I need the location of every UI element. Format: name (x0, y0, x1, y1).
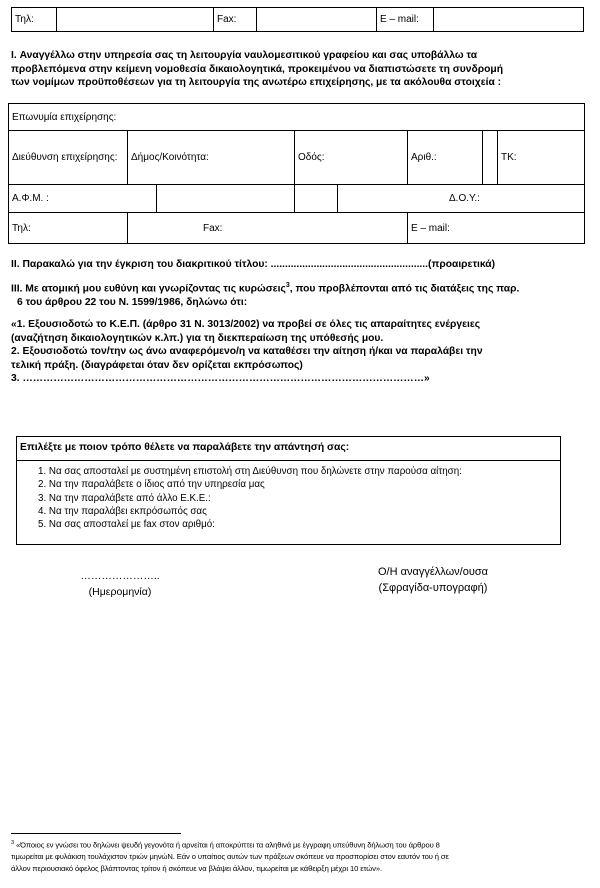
afm-label: Α.Φ.Μ. : (12, 193, 49, 204)
tel-cell[interactable] (9, 213, 128, 244)
declarations (11, 318, 584, 386)
footnote-line: άλλον περιουσιακό όφελος βλάπτοντας τρίτον ή σκόπευε να βλάψει άλλον, τιμωρείται με κάθειρξη μέχρι 10 ετών». (11, 863, 382, 873)
top-contact-table (11, 7, 584, 32)
footnote-ref: 3 (285, 282, 290, 289)
top-tel-label: Τηλ: (12, 8, 57, 32)
delivery-options (17, 461, 560, 531)
section-3-line-rest: , που προβλέπονται από τις διατάξεις της παρ. (289, 283, 520, 295)
declarant-label: Ο/Η αναγγέλλων/ουσα (378, 566, 488, 578)
number-spacer (483, 131, 498, 185)
email-cell[interactable] (408, 213, 585, 244)
afm-divider (156, 184, 157, 212)
section-3-line: 6 του άρθρου 22 του Ν. 1599/1986, δηλώνω ότι: (17, 297, 248, 309)
email-label: E – mail: (411, 222, 450, 234)
afm-cell[interactable] (9, 185, 295, 213)
sign-label: (Σφραγίδα-υπογραφή) (378, 582, 488, 594)
postcode-label[interactable]: ΤΚ: (498, 131, 585, 185)
doy-divider (337, 184, 338, 212)
footnote-separator (11, 833, 181, 834)
top-email-field[interactable] (434, 8, 584, 32)
date-label: (Ημερομηνία) (88, 586, 152, 598)
date-dots[interactable]: ………………….. (80, 570, 160, 582)
delivery-option[interactable]: 5. Να σας αποσταλεί με fax στον αριθμό: (38, 519, 215, 531)
declaration-line: (αναζήτηση δικαιολογητικών κ.λπ.) για τη διεκπεραίωση της υπόθεσής μου. (11, 332, 384, 344)
section-2-text: II. Παρακαλώ για την έγκριση του διακριτικού τίτλου: .......................................................(προαιρετικά) (11, 259, 496, 270)
declaration-line: «1. Εξουσιοδοτώ το Κ.Ε.Π. (άρθρο 31 Ν. 3013/2002) να προβεί σε όλες τις απαραίτητες ενέργειες (11, 319, 481, 330)
top-fax-field[interactable] (257, 8, 377, 32)
delivery-option[interactable]: 3. Να την παραλάβετε από άλλο Ε.Κ.Ε.: (38, 492, 211, 504)
top-email-label: E – mail: (377, 8, 434, 32)
business-name-label: Επωνυμία επιχείρησης: (12, 111, 117, 123)
fax-label: Fax: (203, 222, 223, 234)
doy-cell[interactable] (295, 185, 585, 213)
declaration-line: τελική πράξη. (διαγράφεται όταν δεν ορίζεται εκπρόσωπος) (11, 359, 303, 371)
delivery-title: Επιλέξτε με ποιον τρόπο θέλετε να παραλάβετε την απάντησή σας: (17, 437, 560, 461)
footnote-line: τιμωρείται με φυλάκιση τουλάχιστον τριών μηνώΝ. Εάν ο υπαίτιος αυτών των πράξεων σκόπευε να προσπορίσει στον εαυτόν του ή σε (11, 852, 449, 862)
footnote-number: 3 (11, 840, 14, 846)
section-3-text (11, 279, 584, 310)
delivery-box (16, 436, 561, 545)
section-1-text (11, 49, 584, 90)
delivery-option[interactable]: 1. Να σας αποσταλεί με συστημένη επιστολή στη Διεύθυνση που δηλώνετε στην παρούσα αίτηση: (38, 466, 462, 477)
address-label: Διεύθυνση επιχείρησης: (9, 131, 128, 185)
tel-label: Τηλ: (12, 222, 31, 234)
top-tel-field[interactable] (57, 8, 214, 32)
declaration-line: 2. Εξουσιοδοτώ τον/την ως άνω αναφερόμενο/η να καταθέσει την αίτηση ή/και να παραλάβει την (11, 346, 483, 358)
signature-block (358, 564, 508, 596)
municipality-label[interactable]: Δήμος/Κοινότητα: (128, 131, 295, 185)
street-label[interactable]: Οδός: (295, 131, 408, 185)
top-fax-label: Fax: (214, 8, 257, 32)
doy-label: Δ.Ο.Υ.: (449, 193, 480, 204)
delivery-option[interactable]: 2. Να την παραλάβετε ο ίδιος από την υπηρεσία μας (38, 479, 265, 491)
section-1-line: I. Αναγγέλλω στην υπηρεσία σας τη λειτουργία ναυλομεσιτικού γραφείου και σας υποβάλλω τα (11, 50, 478, 61)
footnote-line: «Όποιος εν γνώσει του δηλώνει ψευδή γεγονότα ή αρνείται ή αποκρύπτει τα αληθινά με έγγραφη υπεύθυνη δήλωση του άρθρου 8 (15, 840, 440, 850)
section-3-line: III. Με ατομική μου ευθύνη και γνωρίζοντας τις κυρώσεις (11, 283, 286, 295)
business-table (8, 103, 585, 244)
business-name-cell[interactable] (9, 104, 585, 131)
fax-cell[interactable] (128, 213, 408, 244)
footnote (11, 838, 589, 874)
delivery-option[interactable]: 4. Να την παραλάβει εκπρόσωπός σας (38, 505, 207, 517)
number-label[interactable]: Αριθ.: (408, 131, 483, 185)
section-1-line: των νομίμων προϋποθέσεων για τη λειτουργία της ανωτέρω επιχείρησης, με τα ακόλουθα στοιχεία : (11, 77, 502, 89)
section-1-line: προβλεπόμενα στην κείμενη νομοθεσία δικαιολογητικά, προκειμένου να διαπιστώσετε τη συνδρομή (11, 63, 504, 75)
declaration-line: 3. ………………………………………………………………………………………………………» (11, 373, 430, 385)
date-block (70, 568, 170, 600)
